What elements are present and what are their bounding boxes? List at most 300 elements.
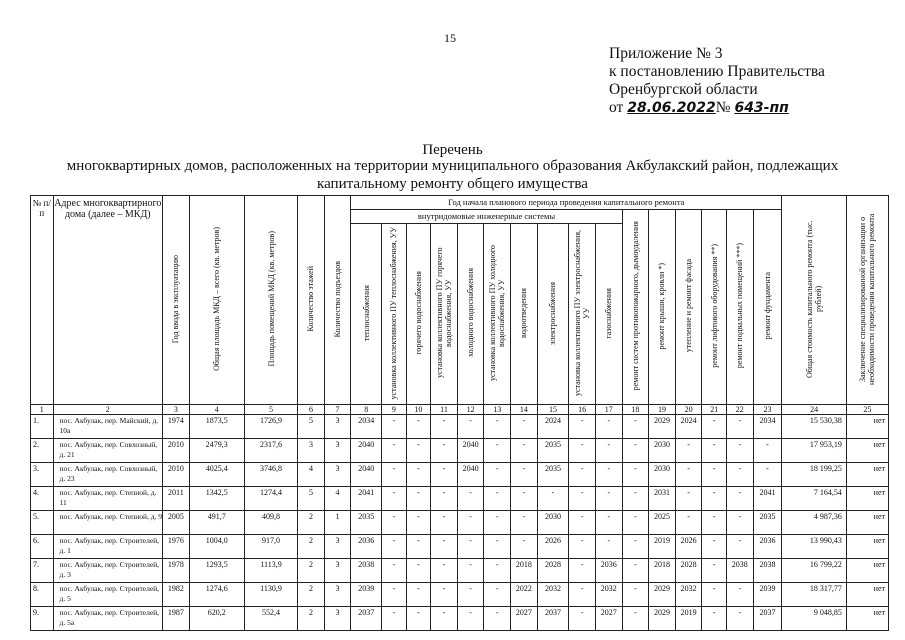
header-row-1: [31, 196, 889, 210]
table-cell: -: [595, 463, 622, 487]
table-cell: -: [622, 607, 649, 631]
address-cell: пос. Акбулак, пер. Совхозный, д. 23: [53, 463, 163, 487]
table-cell: 2036: [595, 559, 622, 583]
table-body: [31, 415, 889, 631]
header-address: Адрес многоквартирного дома (далее – МКД): [53, 196, 163, 405]
table-cell: 2037: [753, 607, 782, 631]
table-cell: 2038: [726, 559, 753, 583]
table-cell: -: [569, 559, 596, 583]
table-cell: -: [406, 415, 431, 439]
table-cell: 409,8: [244, 511, 297, 535]
table-cell: нет: [846, 487, 888, 511]
table-cell: 3: [298, 439, 325, 463]
table-cell: 3: [324, 463, 351, 487]
table-cell: 2010: [163, 439, 190, 463]
table-cell: 2040: [351, 439, 382, 463]
table-cell: 2038: [351, 559, 382, 583]
table-cell: -: [382, 559, 407, 583]
table-cell: 2027: [595, 607, 622, 631]
table-cell: 1113,9: [244, 559, 297, 583]
row-number-cell: 6.: [31, 535, 54, 559]
table-cell: 917,0: [244, 535, 297, 559]
table-cell: нет: [846, 463, 888, 487]
table-cell: -: [457, 559, 484, 583]
doc-title: Перечень: [422, 142, 483, 158]
column-number: 25: [846, 405, 888, 415]
table-cell: -: [431, 607, 458, 631]
table-cell: 2035: [537, 463, 569, 487]
table-cell: -: [457, 607, 484, 631]
table-cell: 2010: [163, 463, 190, 487]
table-cell: -: [457, 583, 484, 607]
table-cell: -: [484, 463, 511, 487]
table-cell: -: [484, 559, 511, 583]
address-cell: пос. Акбулак, пер. Степной, д. 11: [53, 487, 163, 511]
table-cell: -: [726, 415, 753, 439]
table-cell: -: [406, 463, 431, 487]
table-cell: 2039: [753, 583, 782, 607]
table-cell: 17 953,19: [782, 439, 846, 463]
table-cell: 2027: [511, 607, 538, 631]
table-cell: 2032: [537, 583, 569, 607]
table-cell: -: [569, 415, 596, 439]
header-sewerage: водоотведения: [511, 224, 538, 405]
table-cell: 7 164,54: [782, 487, 846, 511]
appendix-block: [609, 45, 825, 117]
table-cell: -: [431, 415, 458, 439]
table-cell: 16 799,22: [782, 559, 846, 583]
table-cell: 2030: [649, 439, 676, 463]
table-cell: нет: [846, 607, 888, 631]
header-engineering-group: внутридомовые инженерные системы: [351, 210, 622, 224]
table-cell: -: [595, 439, 622, 463]
table-cell: 3746,8: [244, 463, 297, 487]
table-cell: -: [406, 487, 431, 511]
table-cell: 1726,9: [244, 415, 297, 439]
table-cell: 2025: [649, 511, 676, 535]
table-cell: -: [569, 583, 596, 607]
header-gas: газоснабжения: [595, 224, 622, 405]
table-cell: -: [622, 559, 649, 583]
table-cell: -: [675, 487, 702, 511]
column-number: 12: [457, 405, 484, 415]
table-cell: -: [622, 487, 649, 511]
table-cell: -: [726, 487, 753, 511]
table-cell: -: [431, 583, 458, 607]
table-cell: нет: [846, 439, 888, 463]
header-entrances: Количество подъездов: [324, 196, 351, 405]
table-cell: 2030: [649, 463, 676, 487]
table-cell: 1130,9: [244, 583, 297, 607]
table-cell: нет: [846, 415, 888, 439]
table-cell: -: [484, 583, 511, 607]
table-cell: 2: [298, 511, 325, 535]
table-cell: -: [431, 559, 458, 583]
column-number: 18: [622, 405, 649, 415]
table-cell: -: [622, 511, 649, 535]
table-cell: 3: [324, 607, 351, 631]
table-cell: -: [702, 583, 727, 607]
table-cell: -: [511, 511, 538, 535]
table-cell: -: [406, 583, 431, 607]
table-cell: -: [406, 511, 431, 535]
table-cell: -: [382, 439, 407, 463]
table-cell: 1873,5: [189, 415, 244, 439]
table-cell: 1: [324, 511, 351, 535]
table-cell: -: [702, 415, 727, 439]
table-cell: 2038: [753, 559, 782, 583]
address-cell: пос. Акбулак, пер. Строителей, д. 5а: [53, 607, 163, 631]
table-cell: -: [457, 511, 484, 535]
table-cell: 2039: [351, 583, 382, 607]
table-cell: 2034: [753, 415, 782, 439]
table-cell: -: [702, 463, 727, 487]
table-cell: -: [675, 511, 702, 535]
header-heating-meter: установка коллективного ПУ теплоснабжения, УУ: [382, 224, 407, 405]
table-cell: -: [675, 463, 702, 487]
table-cell: -: [431, 511, 458, 535]
header-elevator: ремонт лифтового оборудования **): [702, 210, 727, 405]
table-cell: 2040: [457, 439, 484, 463]
table-cell: 2034: [351, 415, 382, 439]
table-cell: 2029: [649, 607, 676, 631]
column-number: 9: [382, 405, 407, 415]
table-cell: 1342,5: [189, 487, 244, 511]
column-number: 17: [595, 405, 622, 415]
table-cell: 9 048,85: [782, 607, 846, 631]
buildings-table: [30, 195, 889, 631]
table-cell: -: [382, 415, 407, 439]
row-number-cell: 5.: [31, 511, 54, 535]
column-number: 24: [782, 405, 846, 415]
table-cell: 2040: [351, 463, 382, 487]
table-cell: нет: [846, 535, 888, 559]
table-cell: 3: [324, 559, 351, 583]
table-cell: -: [753, 463, 782, 487]
table-cell: -: [702, 607, 727, 631]
table-cell: нет: [846, 559, 888, 583]
appendix-line-2: к постановлению Правительства: [609, 63, 825, 80]
table-cell: 2029: [649, 583, 676, 607]
table-cell: 3: [324, 439, 351, 463]
table-cell: 2030: [537, 511, 569, 535]
table-cell: -: [569, 439, 596, 463]
table-cell: -: [484, 439, 511, 463]
table-row: [31, 583, 889, 607]
table-row: [31, 463, 889, 487]
table-row: [31, 415, 889, 439]
table-cell: 2031: [649, 487, 676, 511]
table-row: [31, 511, 889, 535]
table-cell: 2041: [351, 487, 382, 511]
table-cell: -: [457, 487, 484, 511]
column-number: 4: [189, 405, 244, 415]
table-cell: -: [702, 535, 727, 559]
row-number-cell: 4.: [31, 487, 54, 511]
table-cell: 491,7: [189, 511, 244, 535]
table-cell: 2026: [537, 535, 569, 559]
table-cell: 1274,4: [244, 487, 297, 511]
row-number-cell: 8.: [31, 583, 54, 607]
table-row: [31, 439, 889, 463]
table-cell: 3: [324, 415, 351, 439]
table-cell: 3: [324, 535, 351, 559]
table-cell: -: [382, 511, 407, 535]
table-cell: 2011: [163, 487, 190, 511]
column-number: 15: [537, 405, 569, 415]
table-cell: -: [569, 607, 596, 631]
table-cell: -: [702, 439, 727, 463]
table-cell: -: [622, 415, 649, 439]
table-cell: 5: [298, 487, 325, 511]
header-hot-water: горячего водоснабжения: [406, 224, 431, 405]
table-cell: 2022: [511, 583, 538, 607]
table-cell: -: [622, 535, 649, 559]
doc-subtitle-line-1: многоквартирных домов, расположенных на территории муниципального образования Акбулакский район, подлежащих: [66, 158, 839, 174]
table-cell: 2317,6: [244, 439, 297, 463]
table-cell: -: [569, 511, 596, 535]
header-floors: Количество этажей: [298, 196, 325, 405]
table-cell: -: [484, 415, 511, 439]
table-cell: -: [511, 415, 538, 439]
header-hot-water-meter: установка коллективного ПУ горячего водоснабжения, УУ: [431, 224, 458, 405]
table-cell: -: [702, 559, 727, 583]
table-row: [31, 487, 889, 511]
table-cell: -: [457, 535, 484, 559]
table-cell: 620,2: [189, 607, 244, 631]
table-cell: -: [431, 487, 458, 511]
table-cell: 15 530,38: [782, 415, 846, 439]
header-premises-area: Площадь помещений МКД (кв. метров): [244, 196, 297, 405]
column-number: 8: [351, 405, 382, 415]
table-cell: -: [753, 439, 782, 463]
table-cell: 2: [298, 535, 325, 559]
column-number: 20: [675, 405, 702, 415]
table-cell: нет: [846, 583, 888, 607]
column-number: 5: [244, 405, 297, 415]
from-label: от: [609, 99, 624, 116]
table-cell: 13 990,43: [782, 535, 846, 559]
table-cell: 1274,6: [189, 583, 244, 607]
table-cell: -: [406, 439, 431, 463]
table-cell: -: [702, 511, 727, 535]
table-cell: 2018: [649, 559, 676, 583]
header-electricity: электроснабжения: [537, 224, 569, 405]
appendix-date-line: [609, 99, 825, 117]
table-cell: 1976: [163, 535, 190, 559]
table-cell: -: [484, 487, 511, 511]
table-cell: 3: [324, 583, 351, 607]
address-cell: пос. Акбулак, пер. Строителей, д. 1: [53, 535, 163, 559]
table-cell: -: [675, 439, 702, 463]
table-cell: 2037: [537, 607, 569, 631]
table-cell: 5: [298, 415, 325, 439]
page-number: 15: [444, 31, 456, 45]
table-cell: 18 199,25: [782, 463, 846, 487]
table-cell: -: [569, 463, 596, 487]
table-cell: 2: [298, 583, 325, 607]
column-number: 3: [163, 405, 190, 415]
table-cell: 4: [324, 487, 351, 511]
table-cell: 2479,3: [189, 439, 244, 463]
column-number: 2: [53, 405, 163, 415]
table-cell: 2036: [753, 535, 782, 559]
column-number: 16: [569, 405, 596, 415]
table-cell: -: [511, 439, 538, 463]
table-cell: -: [622, 583, 649, 607]
table-row: [31, 559, 889, 583]
table-cell: -: [484, 535, 511, 559]
address-cell: пос. Акбулак, пер. Строителей, д. 3: [53, 559, 163, 583]
table-cell: 1978: [163, 559, 190, 583]
table-cell: -: [726, 607, 753, 631]
table-cell: 2035: [537, 439, 569, 463]
table-cell: 2: [298, 559, 325, 583]
table-cell: -: [595, 511, 622, 535]
table-row: [31, 535, 889, 559]
table-cell: 1982: [163, 583, 190, 607]
column-number: 1: [31, 405, 54, 415]
table-cell: 2019: [649, 535, 676, 559]
header-electricity-meter: установка коллективного ПУ электроснабжения, УУ: [569, 224, 596, 405]
table-cell: -: [726, 511, 753, 535]
header-year-built: Год ввода в эксплуатацию: [163, 196, 190, 405]
table-cell: -: [595, 487, 622, 511]
column-number: 10: [406, 405, 431, 415]
table-cell: 2: [298, 607, 325, 631]
header-heating: теплоснабжения: [351, 224, 382, 405]
table-cell: 2032: [595, 583, 622, 607]
table-cell: 1987: [163, 607, 190, 631]
header-cold-water-meter: установка коллективного ПУ холодного водоснабжения, УУ: [484, 224, 511, 405]
table-cell: -: [595, 415, 622, 439]
table-cell: 2032: [675, 583, 702, 607]
table-cell: -: [726, 583, 753, 607]
table-cell: -: [622, 439, 649, 463]
table-cell: 4 987,36: [782, 511, 846, 535]
table-cell: 2019: [675, 607, 702, 631]
header-total-cost: Общая стоимость капитального ремонта (тыс. рублей): [782, 196, 846, 405]
table-cell: 2028: [675, 559, 702, 583]
column-number: 6: [298, 405, 325, 415]
table-cell: -: [622, 463, 649, 487]
row-number-cell: 1.: [31, 415, 54, 439]
table-cell: 2029: [649, 415, 676, 439]
table-cell: -: [406, 559, 431, 583]
table-cell: -: [726, 535, 753, 559]
header-conclusion: Заключение специализированной организации о необходимости проведения капитального ремонта: [846, 196, 888, 405]
table-row: [31, 607, 889, 631]
table-cell: 2018: [511, 559, 538, 583]
table-cell: -: [406, 535, 431, 559]
address-cell: пос. Акбулак, пер. Степной, д. 9: [53, 511, 163, 535]
header-no: № п/п: [31, 196, 54, 405]
table-cell: -: [511, 535, 538, 559]
table-cell: 2035: [753, 511, 782, 535]
table-cell: -: [431, 463, 458, 487]
table-cell: -: [511, 487, 538, 511]
doc-subtitle-line-2: капитальному ремонту общего имущества: [317, 176, 588, 192]
table-cell: -: [382, 463, 407, 487]
table-cell: 2026: [675, 535, 702, 559]
table-cell: 2041: [753, 487, 782, 511]
address-cell: пос. Акбулак, пер. Майский, д. 10а: [53, 415, 163, 439]
header-period-group: Год начала планового периода проведения капитального ремонта: [351, 196, 782, 210]
row-number-cell: 7.: [31, 559, 54, 583]
header-foundation: ремонт фундамента: [753, 210, 782, 405]
handwritten-number: 643-пп: [734, 100, 789, 116]
column-number: 22: [726, 405, 753, 415]
address-cell: пос. Акбулак, пер. Совхозный, д. 21: [53, 439, 163, 463]
table-cell: 2024: [675, 415, 702, 439]
table-cell: 18 317,77: [782, 583, 846, 607]
table-cell: 552,4: [244, 607, 297, 631]
header-fire-systems: ремонт систем противопожарного, дымоудаления: [622, 210, 649, 405]
table-cell: -: [569, 487, 596, 511]
table-cell: -: [382, 583, 407, 607]
table-cell: -: [726, 439, 753, 463]
column-number: 14: [511, 405, 538, 415]
header-cold-water: холодного водоснабжения: [457, 224, 484, 405]
appendix-line-1: Приложение № 3: [609, 45, 723, 62]
column-number-row: [31, 405, 889, 415]
appendix-line-3: Оренбургской области: [609, 81, 758, 98]
table-cell: -: [702, 487, 727, 511]
header-roof: ремонт крыши, кровли *): [649, 210, 676, 405]
number-label: №: [715, 99, 731, 116]
table-cell: 1293,5: [189, 559, 244, 583]
header-facade: утепление и ремонт фасада: [675, 210, 702, 405]
table-cell: -: [406, 607, 431, 631]
header-total-area: Общая площадь МКД – всего (кв. метров): [189, 196, 244, 405]
table-cell: 2005: [163, 511, 190, 535]
table-cell: -: [537, 487, 569, 511]
table-cell: -: [726, 463, 753, 487]
column-number: 19: [649, 405, 676, 415]
table-cell: -: [457, 415, 484, 439]
table-cell: 2024: [537, 415, 569, 439]
table-cell: -: [484, 511, 511, 535]
table-cell: -: [511, 463, 538, 487]
column-number: 7: [324, 405, 351, 415]
column-number: 11: [431, 405, 458, 415]
address-cell: пос. Акбулак, пер. Строителей, д. 5: [53, 583, 163, 607]
table-cell: нет: [846, 511, 888, 535]
table-cell: -: [569, 535, 596, 559]
table-cell: 2037: [351, 607, 382, 631]
table-cell: 1974: [163, 415, 190, 439]
table-cell: 2035: [351, 511, 382, 535]
table-cell: -: [484, 607, 511, 631]
table-cell: -: [382, 487, 407, 511]
column-number: 13: [484, 405, 511, 415]
table-cell: -: [431, 535, 458, 559]
table-cell: 2036: [351, 535, 382, 559]
column-number: 21: [702, 405, 727, 415]
table-cell: 4: [298, 463, 325, 487]
table-cell: -: [382, 535, 407, 559]
row-number-cell: 2.: [31, 439, 54, 463]
table-cell: 1004,0: [189, 535, 244, 559]
row-number-cell: 3.: [31, 463, 54, 487]
header-basement: ремонт подвальных помещений ***): [726, 210, 753, 405]
table-cell: -: [431, 439, 458, 463]
table-cell: -: [595, 535, 622, 559]
handwritten-date: 28.06.2022: [627, 100, 716, 116]
table-cell: -: [382, 607, 407, 631]
table-cell: 2028: [537, 559, 569, 583]
column-number: 23: [753, 405, 782, 415]
